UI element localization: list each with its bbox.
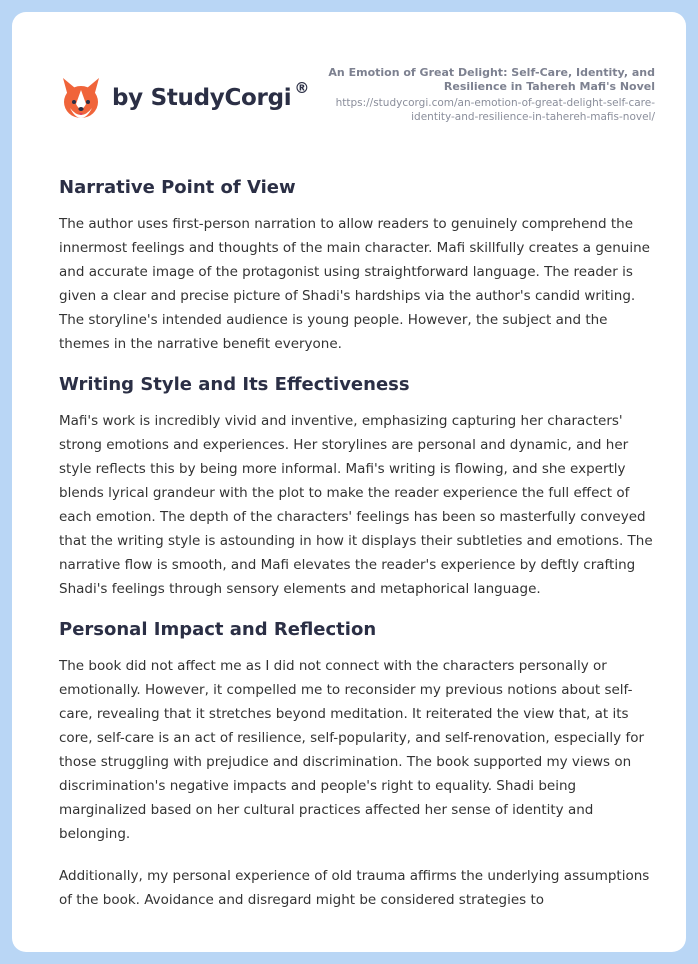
paragraph: The book did not affect me as I did not connect with the characters personally or emotionally. However, it compelled me to reconsider my previous notions about self-care, revealing that it stretches beyond meditation. It reiterated the view that, at its core, self-care is an act of resilience, self-popularity, and self-renovation, especially for those struggling with prejudice and discrimination. The book supported my views on discrimination's negative impacts and people's right to equality. Shadi being marginalized based on her cultural practices affected her sense of identity and belonging. <box>59 658 645 842</box>
document-page <box>12 12 686 952</box>
essay-url[interactable]: https://studycorgi.com/an-emotion-of-great-delight-self-care-identity-and-resilience-in-tahereh-mafis-novel/ <box>335 97 655 123</box>
paragraph: Additionally, my personal experience of old trauma affirms the underlying assumptions of the book. Avoidance and disregard might be considered strategies to <box>59 868 650 908</box>
paragraph: The author uses first-person narration to allow readers to genuinely comprehend the innermost feelings and thoughts of the main character. Mafi skillfully creates a genuine and accurate image of the protagonist using straightforward language. The reader is given a clear and precise picture of Shadi's hardships via the author's candid writing. The storyline's intended audience is young people. However, the subject and the themes in the narrative benefit everyone. <box>59 216 650 352</box>
brand-name: by StudyCorgi ® <box>112 79 310 111</box>
corgi-icon <box>60 74 102 122</box>
essay-title: An Emotion of Great Delight: Self-Care, Identity, and Resilience in Tahereh Mafi's Novel <box>328 66 655 93</box>
studycorgi-logo[interactable] <box>60 74 309 122</box>
essay-content <box>59 176 657 912</box>
paragraph: Mafi's work is incredibly vivid and inventive, emphasizing capturing her characters' strong emotions and experiences. Her storylines are personal and dynamic, and her style reflects this by being more informal. Mafi's writing is flowing, and she expertly blends lyrical grandeur with the plot to make the reader experience the full effect of each emotion. The depth of the characters' feelings has been so masterfully conveyed that the writing style is astounding in how it displays their subtleties and emotions. The narrative flow is smooth, and Mafi elevates the reader's experience by deftly crafting Shadi's feelings through sensory elements and metaphorical language. <box>59 413 653 597</box>
section-heading: Personal Impact and Reflection <box>59 619 377 640</box>
registered-mark: ® <box>294 79 310 97</box>
section-narrative-point-of-view <box>59 176 657 356</box>
section-heading: Writing Style and Its Effectiveness <box>59 374 410 395</box>
section-personal-impact <box>59 618 657 912</box>
section-writing-style <box>59 373 657 601</box>
page-header <box>12 12 686 152</box>
section-heading: Narrative Point of View <box>59 177 296 198</box>
essay-meta <box>325 66 655 124</box>
